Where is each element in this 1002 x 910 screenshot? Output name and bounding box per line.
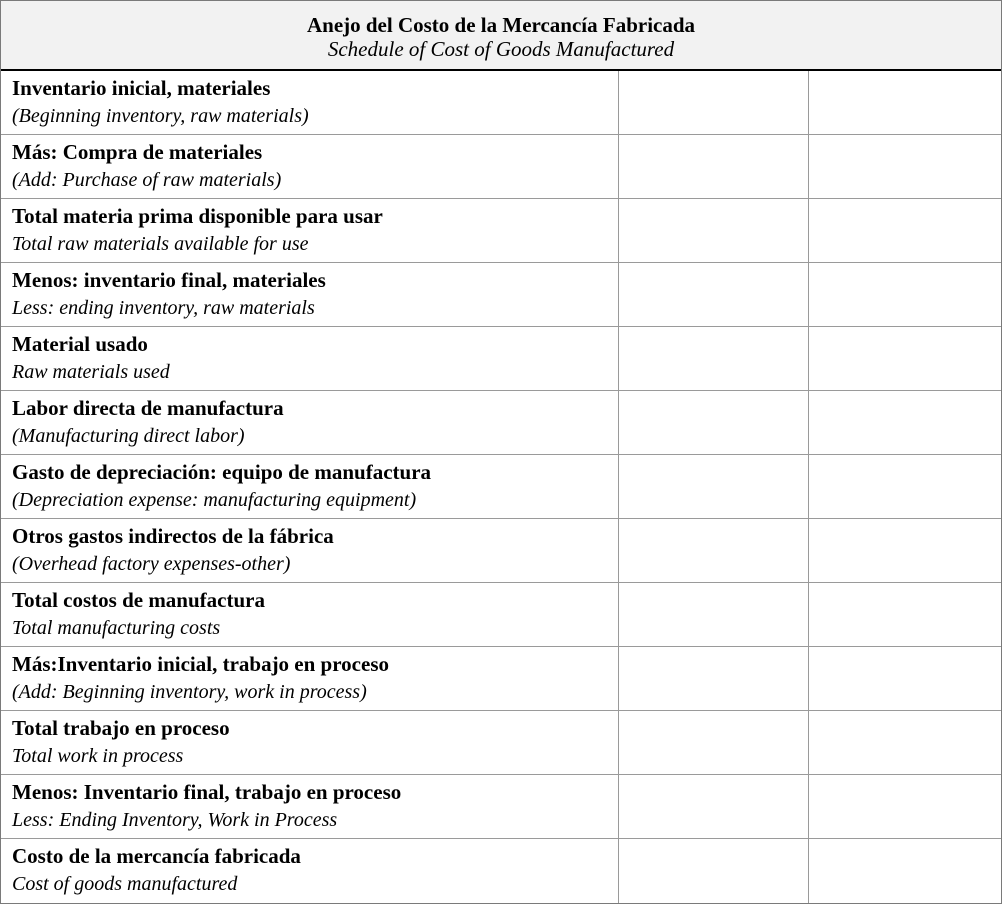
row-label-english: (Overhead factory expenses-other) [12,553,291,575]
total-cell[interactable] [809,327,1001,390]
table-row [1,519,1001,583]
table-row [1,135,1001,199]
row-label-spanish: Total materia prima disponible para usar [12,204,383,228]
amount-cell[interactable] [619,839,809,903]
table-row [1,263,1001,327]
row-label-english: (Add: Beginning inventory, work in process) [12,681,367,703]
total-cell[interactable] [809,711,1001,774]
amount-cell[interactable] [619,71,809,134]
amount-cell[interactable] [619,647,809,710]
row-label-english: (Depreciation expense: manufacturing equipment) [12,489,417,511]
row-label-spanish: Inventario inicial, materiales [12,76,271,100]
row-label-cell [1,455,619,518]
row-label-english: Cost of goods manufactured [12,873,238,895]
schedule-header [1,1,1001,71]
row-label-english: Raw materials used [12,361,170,383]
amount-cell[interactable] [619,135,809,198]
total-cell[interactable] [809,391,1001,454]
row-label-cell [1,199,619,262]
row-label-cell [1,583,619,646]
total-cell[interactable] [809,519,1001,582]
row-label-english: (Beginning inventory, raw materials) [12,105,309,127]
row-label-english: (Manufacturing direct labor) [12,425,245,447]
row-label-spanish: Labor directa de manufactura [12,396,284,420]
amount-cell[interactable] [619,711,809,774]
row-label-english: Total manufacturing costs [12,617,221,639]
total-cell[interactable] [809,135,1001,198]
row-label-spanish: Gasto de depreciación: equipo de manufactura [12,460,432,484]
table-row [1,647,1001,711]
table-row [1,327,1001,391]
total-cell[interactable] [809,71,1001,134]
table-row [1,391,1001,455]
row-label-english: (Add: Purchase of raw materials) [12,169,282,191]
row-label-spanish: Más: Compra de materiales [12,140,263,164]
row-label-cell [1,775,619,838]
total-cell[interactable] [809,839,1001,903]
table-row [1,775,1001,839]
row-label-cell [1,519,619,582]
row-label-english: Total work in process [12,745,184,767]
row-label-cell [1,839,619,903]
row-label-cell [1,647,619,710]
row-label-cell [1,327,619,390]
row-label-cell [1,71,619,134]
row-label-cell [1,135,619,198]
row-label-cell [1,391,619,454]
table-row [1,199,1001,263]
total-cell[interactable] [809,455,1001,518]
schedule-rows [1,71,1001,903]
amount-cell[interactable] [619,199,809,262]
row-label-spanish: Costo de la mercancía fabricada [12,844,301,868]
amount-cell[interactable] [619,391,809,454]
total-cell[interactable] [809,775,1001,838]
row-label-english: Less: Ending Inventory, Work in Process [12,809,338,831]
table-row [1,455,1001,519]
total-cell[interactable] [809,583,1001,646]
row-label-spanish: Total costos de manufactura [12,588,265,612]
table-row [1,839,1001,903]
amount-cell[interactable] [619,327,809,390]
row-label-spanish: Total trabajo en proceso [12,716,230,740]
total-cell[interactable] [809,647,1001,710]
row-label-spanish: Material usado [12,332,148,356]
row-label-spanish: Otros gastos indirectos de la fábrica [12,524,334,548]
row-label-cell [1,711,619,774]
total-cell[interactable] [809,199,1001,262]
row-label-spanish: Más:Inventario inicial, trabajo en proceso [12,652,389,676]
total-cell[interactable] [809,263,1001,326]
table-row [1,711,1001,775]
row-label-spanish: Menos: Inventario final, trabajo en proceso [12,780,402,804]
amount-cell[interactable] [619,263,809,326]
amount-cell[interactable] [619,455,809,518]
row-label-spanish: Menos: inventario final, materiales [12,268,326,292]
schedule-subtitle: Schedule of Cost of Goods Manufactured [327,37,675,61]
schedule-title: Anejo del Costo de la Mercancía Fabricada [306,13,696,37]
row-label-english: Total raw materials available for use [12,233,309,255]
amount-cell[interactable] [619,775,809,838]
amount-cell[interactable] [619,519,809,582]
table-row [1,71,1001,135]
row-label-cell [1,263,619,326]
amount-cell[interactable] [619,583,809,646]
table-row [1,583,1001,647]
row-label-english: Less: ending inventory, raw materials [12,297,315,319]
